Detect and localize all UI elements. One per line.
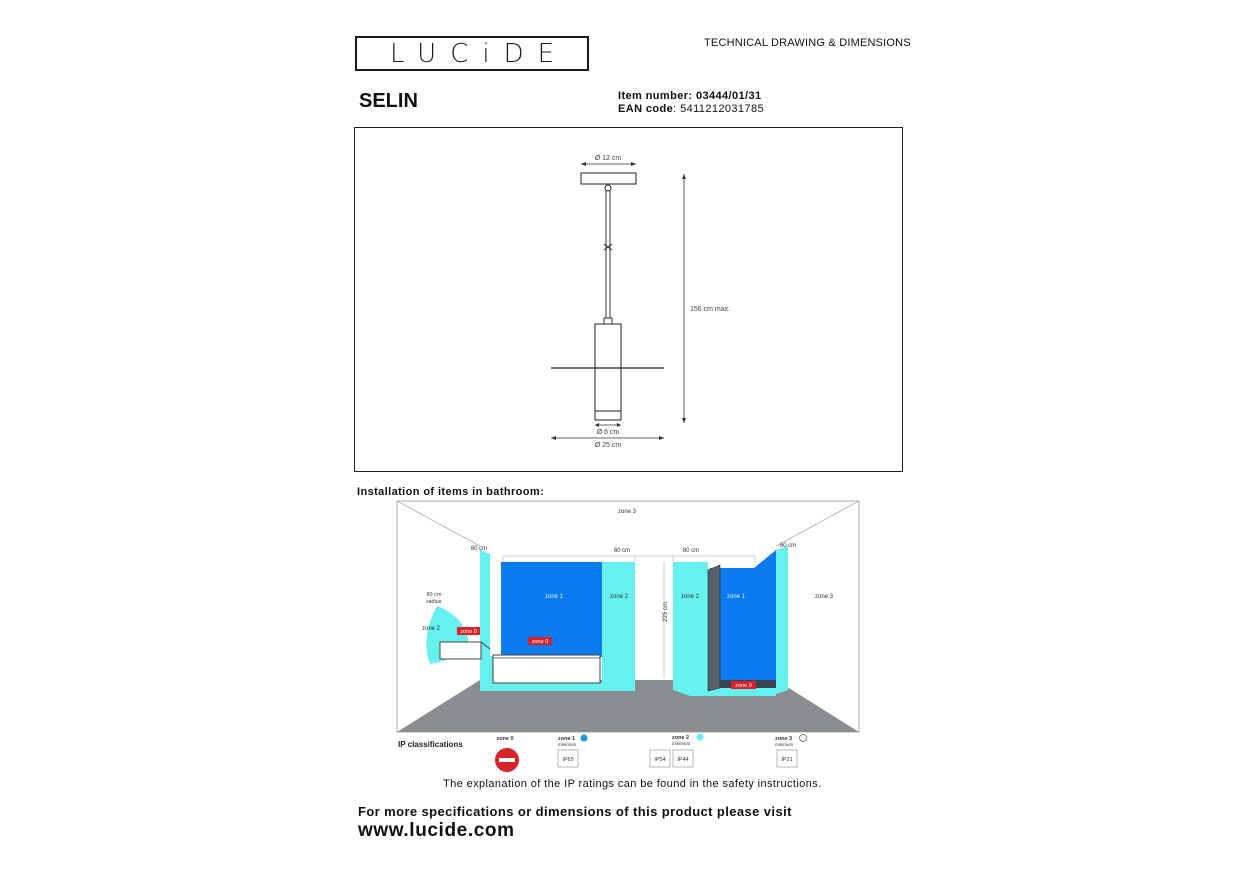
dim-60cm-right-label: 60 cm [779,543,797,549]
zone0-basin-label: zone 0 [460,629,477,635]
ean-code-value: : 5411212031785 [673,103,764,115]
website-link[interactable]: www.lucide.com [358,820,515,841]
ip-zone3-minimum: minimum [775,742,794,747]
zone1-right-label: zone 1 [726,594,746,600]
document-title: TECHNICAL DRAWING & DIMENSIONS [704,37,911,49]
radius-label-line2: radius [426,599,442,605]
arrow-icon [682,418,686,423]
canopy [581,173,636,184]
zone2-shower-side [673,562,708,684]
cable-connector [604,318,612,324]
dim-60cm-center-right-label: 60 cm [682,548,700,554]
zone3-color-dot-icon [800,735,807,742]
zone2-left-label: zone 2 [609,594,629,600]
more-specs-text: For more specifications or dimensions of this product please visit [358,804,792,819]
zone2-right-wall [776,546,788,694]
ip-zone1-label: zone 1 [558,736,576,742]
ip-classifications-title: IP classifications [398,740,463,749]
ip65-label: IP65 [562,757,574,763]
height-label: 156 cm max. [690,306,731,313]
zone2-bath-side [602,562,635,691]
arrow-icon [682,174,686,179]
canopy-fixing [605,185,611,191]
zone3-right-label: zone 3 [814,594,834,600]
item-number-value: 03444/01/31 [695,90,762,102]
canopy-diameter-label: Ø 12 cm [594,155,622,162]
arrow-icon [631,162,636,166]
dim-60cm-left-label: 60 cm [470,546,488,552]
no-entry-bar [499,758,515,762]
zone0-shower-label: zone 0 [735,683,752,689]
ip-zone0-label: zone 0 [496,736,514,742]
shade-diameter-label: Ø 6 cm [596,429,620,436]
ean-code-label: EAN code [618,103,674,115]
ean-code [618,103,764,115]
brand-logo [355,36,589,71]
disc-diameter-label: Ø 25 cm [594,442,622,449]
zone1-left-label: zone 1 [544,594,564,600]
zone2-basin-label: zone 2 [421,626,441,632]
arrow-icon [581,162,586,166]
ip44-label: IP44 [677,757,689,763]
technical-drawing-frame [354,127,903,472]
bathtub [493,655,600,683]
pendant-lamp-drawing [355,128,902,471]
ip-zone2-label: zone 2 [672,735,690,741]
arrow-icon [595,423,599,427]
item-number-label: Item number: [618,90,693,102]
zone2-right-label: zone 2 [680,594,700,600]
radius-label-line1: 60 cm [426,592,442,598]
safety-note: The explanation of the IP ratings can be found in the safety instructions. [443,778,822,790]
ip-zone3-label: zone 3 [775,736,793,742]
ip21-label: IP21 [781,757,793,763]
washbasin [440,642,481,659]
zone2-color-dot-icon [697,734,704,741]
zone1-color-dot-icon [581,735,588,742]
zone0-bath-label: zone 0 [531,639,549,645]
bathroom-zones-diagram [390,498,866,776]
bathroom-installation-heading: Installation of items in bathroom: [357,486,545,498]
logo-text: LUCiDE [389,38,569,69]
cable-knot [604,244,612,250]
dim-60cm-center-left-label: 60 cm [613,548,631,554]
ip-zone2-minimum: minimum [672,741,691,746]
arrow-icon [659,436,664,440]
arrow-icon [617,423,621,427]
ip-zone1-minimum: minimum [558,742,577,747]
ip54-label: IP54 [654,757,666,763]
shower-glass-panel [708,565,720,691]
zone1-shower-wall [754,550,776,688]
product-name: SELIN [359,90,418,112]
zone3-top-label: zone 3 [617,509,637,515]
arrow-icon [551,436,556,440]
item-number [618,90,762,102]
lamp-shade [595,324,621,420]
dim-225cm-label: 225 cm [663,602,669,622]
